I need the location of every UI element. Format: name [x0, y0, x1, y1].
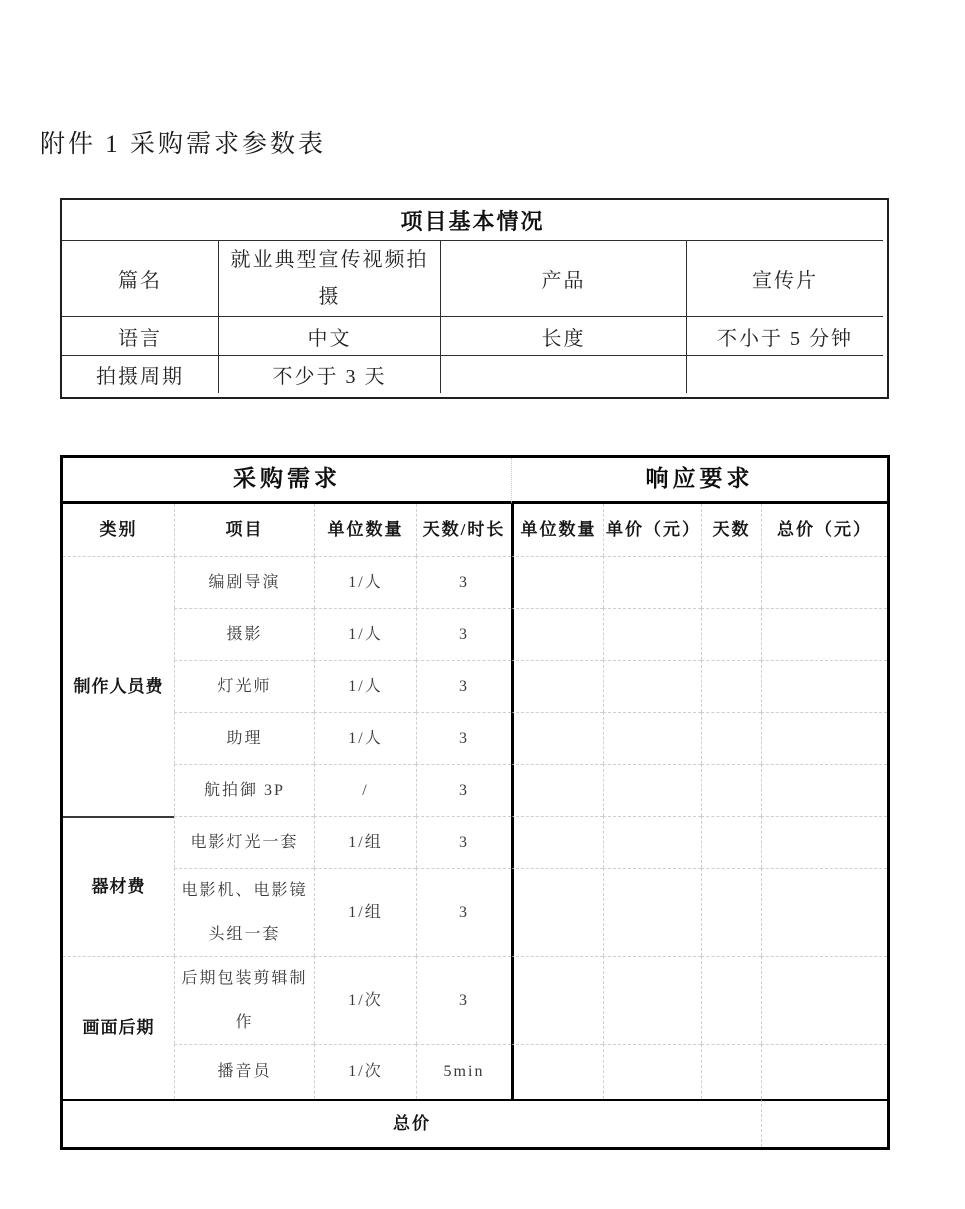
resp-days-cell: [701, 608, 761, 660]
resp-unit-price-cell: [603, 1044, 701, 1099]
basic-info-table-title: 项目基本情况: [400, 208, 545, 234]
procurement-demand-header: 采购需求: [63, 458, 511, 504]
resp-unit-price-cell: [603, 556, 701, 608]
item-name: 助理: [174, 712, 314, 764]
item-days: 5min: [416, 1044, 511, 1099]
col-header-category: 类别: [99, 520, 138, 540]
resp-unit-qty-cell: [511, 556, 603, 608]
item-name: 航拍御 3P: [174, 764, 314, 816]
resp-total-cell: [761, 1044, 887, 1099]
row-value-period: 不少于 3 天: [218, 355, 440, 393]
item-days: 3: [416, 868, 511, 956]
resp-unit-price-cell: [603, 764, 701, 816]
resp-days-cell: [701, 868, 761, 956]
resp-total-cell: [761, 556, 887, 608]
resp-unit-qty-cell: [511, 712, 603, 764]
col-header-unit-qty: 单位数量: [314, 504, 416, 556]
row-label-period: 拍摄周期: [62, 355, 218, 393]
resp-unit-price-cell: [603, 816, 701, 868]
resp-unit-price-cell: [603, 660, 701, 712]
row-value-language: 中文: [218, 316, 440, 355]
resp-unit-qty-cell: [511, 1044, 603, 1099]
resp-unit-qty-cell: [511, 956, 603, 1044]
row-value-title: 就业典型宣传视频拍摄: [218, 240, 440, 316]
resp-unit-price-cell: [603, 712, 701, 764]
resp-total-cell: [761, 764, 887, 816]
resp-days-cell: [701, 764, 761, 816]
resp-days-cell: [701, 660, 761, 712]
resp-total-cell: [761, 608, 887, 660]
resp-unit-qty-cell: [511, 868, 603, 956]
resp-days-cell: [701, 816, 761, 868]
row-value-product: 宣传片: [686, 240, 883, 316]
response-requirement-header: 响应要求: [511, 458, 887, 504]
total-price-label: 总价: [63, 1099, 761, 1147]
category-post-production: 画面后期: [63, 956, 174, 1099]
item-days: 3: [416, 764, 511, 816]
resp-unit-price-cell: [603, 868, 701, 956]
item-name: 编剧导演: [174, 556, 314, 608]
item-name: 电影灯光一套: [174, 816, 314, 868]
resp-days-cell: [701, 712, 761, 764]
col-header-days: 天数: [701, 504, 761, 556]
category-equipment: 器材费: [63, 816, 174, 956]
row-label-language: 语言: [62, 316, 218, 355]
col-header-item: 项目: [174, 504, 314, 556]
resp-unit-price-cell: [603, 956, 701, 1044]
col-header-unit-price: 单价（元）: [603, 504, 701, 556]
total-price-value-cell: [761, 1099, 887, 1147]
requirements-table: [60, 455, 890, 1150]
row-label-length: 长度: [440, 316, 686, 355]
item-unit-qty: 1/人: [314, 556, 416, 608]
item-days: 3: [416, 608, 511, 660]
resp-unit-qty-cell: [511, 608, 603, 660]
resp-total-cell: [761, 712, 887, 764]
item-name: 灯光师: [174, 660, 314, 712]
row-label-title: 篇名: [62, 240, 218, 316]
resp-days-cell: [701, 556, 761, 608]
item-name: 摄影: [174, 608, 314, 660]
page-title: 附件 1 采购需求参数表: [40, 131, 327, 158]
item-days: 3: [416, 712, 511, 764]
resp-unit-qty-cell: [511, 764, 603, 816]
resp-unit-qty-cell: [511, 816, 603, 868]
resp-total-cell: [761, 956, 887, 1044]
item-days: 3: [416, 816, 511, 868]
resp-unit-qty-cell: [511, 660, 603, 712]
item-days: 3: [416, 660, 511, 712]
resp-days-cell: [701, 956, 761, 1044]
item-unit-qty: 1/组: [314, 816, 416, 868]
item-days: 3: [416, 956, 511, 1044]
resp-total-cell: [761, 660, 887, 712]
empty-cell: [440, 355, 686, 393]
category-production-staff: 制作人员费: [63, 556, 174, 816]
row-value-length: 不小于 5 分钟: [686, 316, 883, 355]
resp-unit-price-cell: [603, 608, 701, 660]
item-unit-qty: /: [314, 764, 416, 816]
resp-days-cell: [701, 1044, 761, 1099]
item-unit-qty: 1/组: [314, 868, 416, 956]
item-unit-qty: 1/人: [314, 608, 416, 660]
col-header-days-duration: 天数/时长: [416, 504, 511, 556]
item-name: 后期包装剪辑制作: [174, 956, 314, 1044]
resp-total-cell: [761, 816, 887, 868]
col-header-total-price: 总价（元）: [761, 504, 887, 556]
row-label-product: 产品: [440, 240, 686, 316]
empty-cell: [686, 355, 883, 393]
resp-total-cell: [761, 868, 887, 956]
item-unit-qty: 1/次: [314, 1044, 416, 1099]
basic-info-table: [60, 198, 889, 399]
item-unit-qty: 1/人: [314, 660, 416, 712]
item-unit-qty: 1/次: [314, 956, 416, 1044]
item-name: 电影机、电影镜头组一套: [174, 868, 314, 956]
col-header-resp-unit-qty: 单位数量: [511, 504, 603, 556]
item-days: 3: [416, 556, 511, 608]
item-unit-qty: 1/人: [314, 712, 416, 764]
item-name: 播音员: [174, 1044, 314, 1099]
